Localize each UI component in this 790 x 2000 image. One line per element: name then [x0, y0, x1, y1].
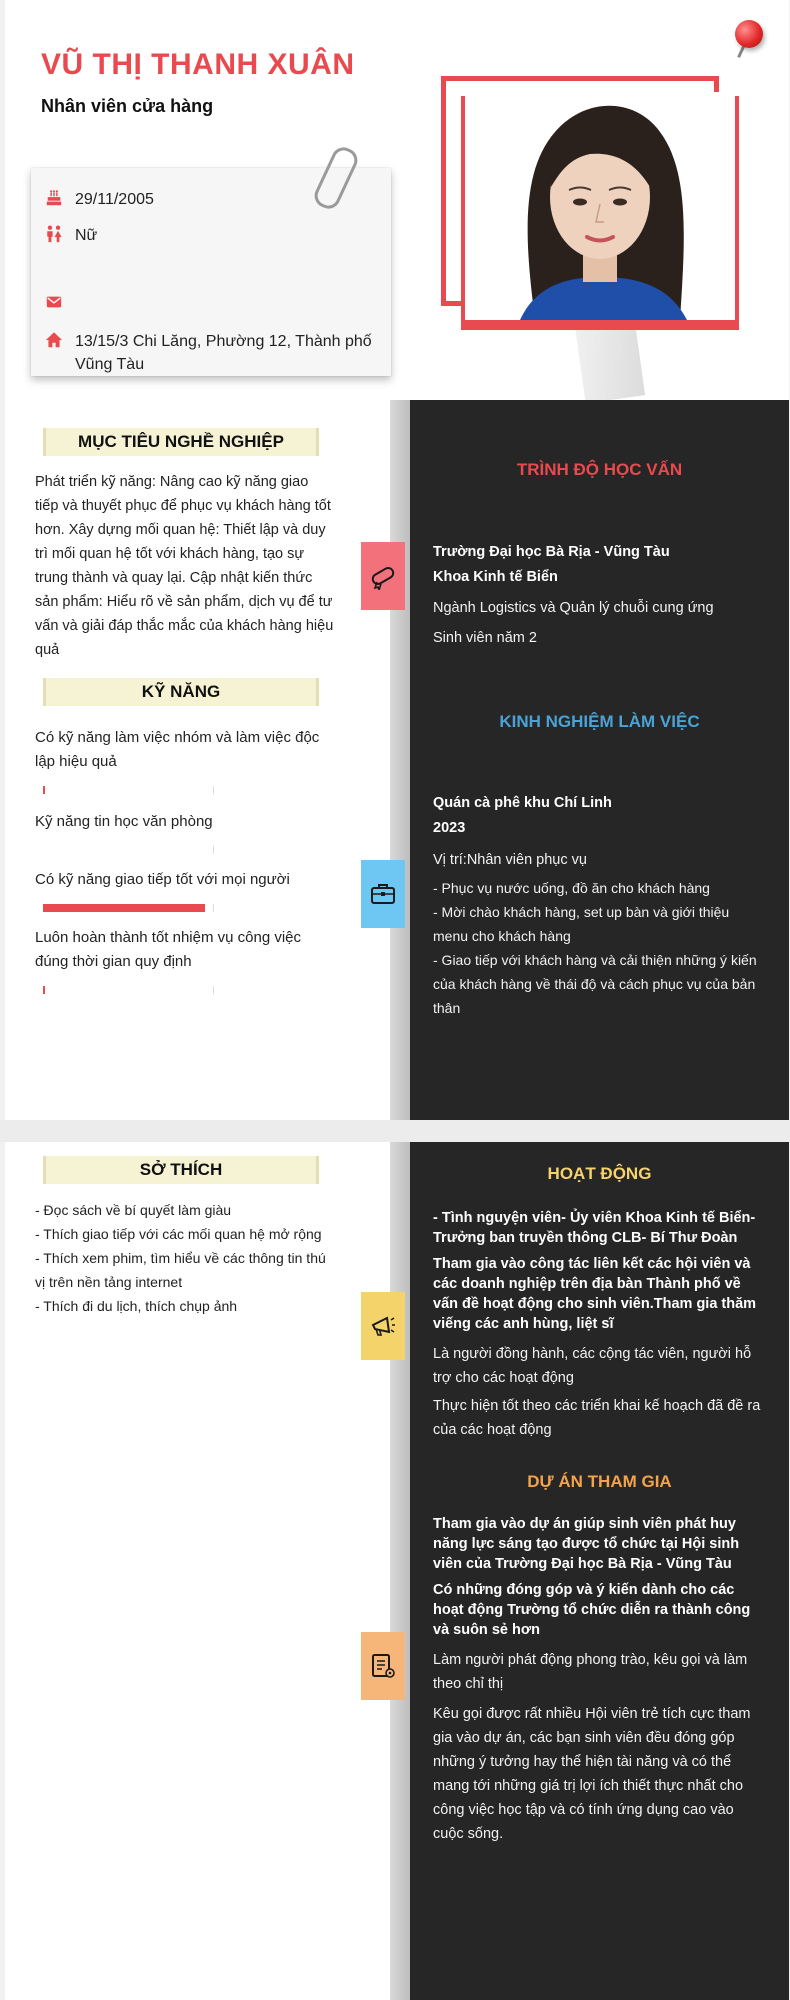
hobby-item: - Thích giao tiếp với các mối quan hệ mở rộng — [35, 1226, 322, 1242]
education-faculty: Khoa Kinh tế Biển — [433, 569, 558, 585]
education-tab — [361, 542, 405, 610]
objective-title: MỤC TIÊU NGHỀ NGHIỆP — [43, 428, 319, 456]
education-major: Ngành Logistics và Quản lý chuỗi cung ứng — [433, 600, 714, 616]
projects-bold: Có những đóng góp và ý kiến dành cho các hoạt động Trường tổ chức diễn ra thành công và suôn sẻ hơn — [433, 1582, 751, 1638]
job-title: Nhân viên cửa hàng — [41, 96, 214, 116]
skill-label: Có kỹ năng làm việc nhóm và làm việc độc lập hiệu quả — [35, 729, 320, 770]
experience-year: 2023 — [433, 820, 466, 836]
projects-desc: Làm người phát động phong trào, kêu gọi và làm theo chỉ thị — [433, 1652, 748, 1692]
objective-text: Phát triển kỹ năng: Nâng cao kỹ năng giao tiếp và thuyết phục để phục vụ khách hàng tốt hơn. Xây dựng mối quan hệ: Thiết lập và duy trì mối quan hệ tốt với khách hàng, tạo sự trung thành và quay lại. Cập nhật kiến thức sản phẩm: Hiểu rõ về sản phẩm, dịch vụ để tư vấn và giải đáp thắc mắc của khách hàng hiệu quả — [35, 474, 334, 658]
gender-value: Nữ — [75, 227, 98, 244]
diploma-icon — [369, 562, 397, 590]
address-row — [45, 330, 375, 376]
gender-row — [45, 224, 375, 247]
activities-role: - Tình nguyện viên- Ủy viên Khoa Kinh tế Biển- Trưởng ban truyền thông CLB- Bí Thư Đoàn — [433, 1210, 756, 1246]
cv-page-2 — [5, 1142, 789, 2000]
push-pin-icon — [735, 20, 763, 48]
page-fold-shadow — [390, 1142, 410, 2000]
skills-title: KỸ NĂNG — [43, 678, 319, 706]
email-icon — [45, 293, 63, 311]
candidate-name: VŨ THỊ THANH XUÂN — [41, 48, 355, 81]
profile-photo — [465, 92, 735, 320]
megaphone-icon — [369, 1312, 397, 1340]
education-year: Sinh viên năm 2 — [433, 630, 537, 646]
home-icon — [45, 331, 63, 349]
skill-level-fill — [43, 904, 205, 912]
experience-position: Vị trí:Nhân viên phục vụ — [433, 852, 587, 868]
birthday-cake-icon — [45, 189, 63, 207]
education-school: Trường Đại học Bà Rịa - Vũng Tàu — [433, 544, 670, 560]
email-row — [45, 292, 375, 311]
skill-level-fill — [43, 986, 45, 994]
hobby-item: - Thích đi du lịch, thích chụp ảnh — [35, 1298, 238, 1314]
skill-level-bar — [43, 786, 214, 794]
hobby-item: - Đọc sách về bí quyết làm giàu — [35, 1202, 232, 1218]
experience-company: Quán cà phê khu Chí Linh — [433, 795, 612, 811]
address-value: 13/15/3 Chi Lăng, Phường 12, Thành phố Vũng Tàu — [75, 333, 372, 373]
education-title: TRÌNH ĐỘ HỌC VẤN — [516, 460, 683, 479]
page-fold-shadow — [390, 400, 410, 1120]
activities-desc: Thực hiện tốt theo các triển khai kế hoạch đã đề ra của các hoạt động — [433, 1398, 761, 1438]
skill-level-fill — [43, 786, 45, 794]
projects-title: DỰ ÁN THAM GIA — [527, 1472, 672, 1491]
gender-people-icon — [45, 225, 63, 243]
experience-duty: - Phục vụ nước uống, đồ ăn cho khách hàng — [433, 880, 710, 896]
hobbies-title: SỞ THÍCH — [43, 1156, 319, 1184]
cv-page-1 — [5, 0, 789, 1120]
hobby-item: - Thích xem phim, tìm hiểu về các thông tin thú vị trên nền tảng internet — [35, 1250, 326, 1290]
skill-label: Kỹ năng tin học văn phòng — [35, 813, 213, 830]
projects-bold: Tham gia vào dự án giúp sinh viên phát huy năng lực sáng tạo được tổ chức tại Hội sinh viên của Trường Đại học Bà Rịa - Vũng Tàu — [433, 1516, 740, 1572]
skill-label: Có kỹ năng giao tiếp tốt với mọi người — [35, 871, 290, 888]
activities-desc: Là người đồng hành, các cộng tác viên, người hỗ trợ cho các hoạt động — [433, 1346, 752, 1386]
experience-tab — [361, 860, 405, 928]
briefcase-icon — [369, 880, 397, 908]
projects-tab — [361, 1632, 405, 1700]
skill-level-bar — [43, 846, 214, 854]
skill-level-bar — [43, 904, 214, 912]
skill-level-bar — [43, 986, 214, 994]
activities-tab — [361, 1292, 405, 1360]
birthday-value: 29/11/2005 — [75, 191, 154, 208]
experience-duty: - Giao tiếp với khách hàng và cải thiện những ý kiến của khách hàng về thái độ và cách phục vụ của bản thân — [433, 952, 757, 1016]
experience-title: KINH NGHIỆM LÀM VIỆC — [499, 712, 700, 731]
skill-label: Luôn hoàn thành tốt nhiệm vụ công việc đúng thời gian quy định — [35, 929, 302, 970]
portrait-illustration — [465, 92, 735, 320]
activities-title: HOẠT ĐỘNG — [547, 1164, 652, 1183]
activities-bold-desc: Tham gia vào công tác liên kết các hội viên và các doanh nghiệp trên địa bàn Thành phố về vấn đề hoạt động cho sinh viên.Tham gia thăm viếng các anh hùng, liệt sĩ — [433, 1256, 757, 1332]
experience-duty: - Mời chào khách hàng, set up bàn và giới thiệu menu cho khách hàng — [433, 904, 730, 944]
page-gap — [0, 1120, 790, 1142]
projects-desc: Kêu gọi được rất nhiều Hội viên trẻ tích cực tham gia vào dự án, các bạn sinh viên đều đóng góp những ý tưởng hay thể hiện tài năng và có thể mang tới những giá trị lợi ích thiết thực nhất cho công việc học tập và có tính ứng dụng cao vào cuộc sống. — [433, 1706, 751, 1842]
project-document-icon — [369, 1652, 397, 1680]
